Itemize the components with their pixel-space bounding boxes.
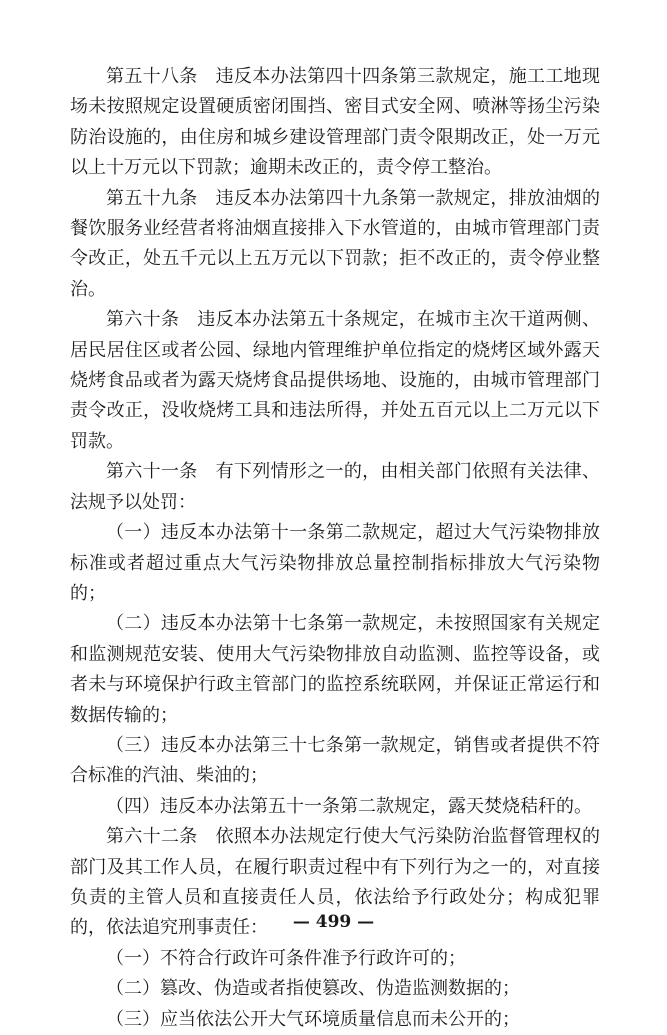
article-number: 第六十一条 [106, 461, 198, 483]
document-body [70, 62, 600, 1035]
article-text: 依照本办法规定行使大气污染防治监督管理权的部门及其工作人员，在履行职责过程中有下列行为之一的，对直接负责的主管人员和直接责任人员，依法给予行政处分；构成犯罪的，依法追究刑事责任： [70, 826, 601, 939]
article-61 [70, 457, 600, 518]
article-number: 第五十九条 [106, 187, 198, 209]
article-61-item-2: （二）违反本办法第十七条第一款规定，未按照国家有关规定和监测规范安装、使用大气污染物排放自动监测、监控等设备，或者未与环境保护行政主管部门的监控系统联网，并保证正常运行和数据传输的； [70, 613, 600, 726]
article-text: 违反本办法第四十九条第一款规定，排放油烟的餐饮服务业经营者将油烟直接排入下水管道的，由城市管理部门责令改正，处五千元以上五万元以下罚款；拒不改正的，责令停业整治。 [70, 187, 601, 300]
article-number: 第五十八条 [106, 66, 198, 87]
article-62-item-3: （三）应当依法公开大气环境质量信息而未公开的； [106, 1008, 520, 1030]
article-61-item-3: （三）违反本办法第三十七条第一款规定，销售或者提供不符合标准的汽油、柴油的； [70, 734, 600, 787]
article-number: 第六十条 [106, 309, 180, 331]
article-61-item-1: （一）违反本办法第十一条第二款规定，超过大气污染物排放标准或者超过重点大气污染物排放总量控制指标排放大气污染物的； [70, 522, 600, 604]
article-58 [70, 62, 600, 184]
article-62-item-1: （一）不符合行政许可条件准予行政许可的； [106, 947, 466, 969]
article-60 [70, 305, 600, 457]
article-62-item-2: （二）篡改、伪造或者指使篡改、伪造监测数据的； [106, 978, 520, 1000]
page-number: — 499 — [292, 912, 375, 932]
article-text: 违反本办法第四十四条第三款规定，施工工地现场未按照规定设置硬质密闭围挡、密目式安全网、喷淋等扬尘污染防治设施的，由住房和城乡建设管理部门责令限期改正，处一万元以上十万元以下罚款；逾期未改正的，责令停工整治。 [70, 66, 601, 179]
article-59 [70, 184, 600, 306]
article-text: 有下列情形之一的，由相关部门依照有关法律、法规予以处罚： [70, 461, 601, 513]
article-61-item-4: （四）违反本办法第五十一条第二款规定，露天焚烧秸秆的。 [106, 795, 592, 817]
article-number: 第六十二条 [106, 826, 198, 848]
article-text: 违反本办法第五十条规定，在城市主次干道两侧、居民居住区或者公园、绿地内管理维护单位指定的烧烤区域外露天烧烤食品或者为露天烧烤食品提供场地、设施的，由城市管理部门责令改正，没收烧烤工具和违法所得，并处五百元以上二万元以下罚款。 [70, 309, 600, 452]
